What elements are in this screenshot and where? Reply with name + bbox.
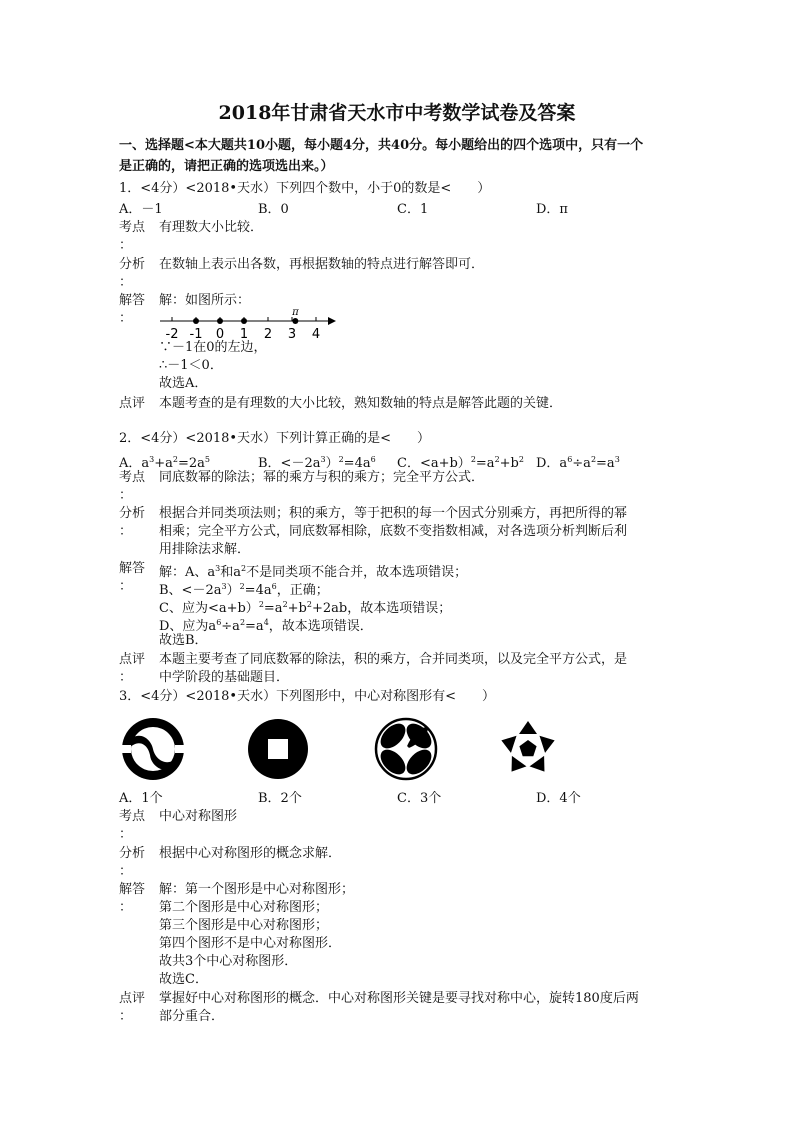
q1-kaodian-label: 考点 <box>119 220 146 235</box>
q3-jieda-line1: 解：第一个图形是中心对称图形； <box>159 882 355 897</box>
q3-kaodian: 中心对称图形 <box>159 809 238 824</box>
q1-jieda-line3: ∴－1＜0． <box>159 358 223 373</box>
q2-option-b: B．$<-2a^3)^2=4a^6$ <box>258 455 376 471</box>
q1-jieda-colon: ： <box>119 311 133 326</box>
q3-dianping-line2: 部分重合． <box>159 1009 225 1024</box>
q1-kaodian-colon: ： <box>119 238 133 253</box>
q2-stem: 2．<4分）<2018•天水）下列计算正确的是< ） <box>119 431 430 446</box>
figure-4-icon <box>499 721 558 777</box>
q2-fenxi-label: 分析 <box>119 506 146 521</box>
number-line-tick-label: 1 <box>239 327 249 342</box>
q2-jieda-c: C、应为$<a+b)^2=a^2+b^2+2ab$，故本选项错误； <box>159 600 452 616</box>
q1-jieda-label: 解答 <box>119 293 146 308</box>
q3-option-b: B．2个 <box>258 791 302 806</box>
q1-jieda-line2: ∵－1在0的左边， <box>159 340 267 355</box>
figure-2-icon <box>248 719 308 779</box>
section-heading-line1: 一、选择题<本大题共10小题，每小题4分，共40分。每小题给出的四个选项中，只有一个 <box>119 138 644 153</box>
q3-kaodian-label: 考点 <box>119 809 146 824</box>
q2-kaodian: 同底数幂的除法；幂的乘方与积的乘方；完全平方公式． <box>159 470 485 485</box>
q2-dianping-line1: 本题主要考查了同底数幂的除法，积的乘方，合并同类项，以及完全平方公式，是 <box>159 652 628 667</box>
q3-dianping-label: 点评 <box>119 991 146 1006</box>
number-line-tick-label: 0 <box>215 327 225 342</box>
q2-jieda-d: D、应为$a^6\div a^2=a^4$，故本选项错误． <box>159 618 373 634</box>
q1-dianping: 本题考查的是有理数的大小比较，熟知数轴的特点是解答此题的关键． <box>159 396 563 411</box>
section-heading-line2: 是正确的，请把正确的选项选出来。） <box>119 159 334 174</box>
q2-jieda-colon: ： <box>119 579 133 594</box>
q3-dianping-line1: 掌握好中心对称图形的概念．中心对称图形关键是要寻找对称中心，旋转180度后两 <box>159 991 639 1006</box>
number-line-tick-label: -1 <box>189 327 203 342</box>
q2-jieda-label: 解答 <box>119 561 146 576</box>
q2-option-d: D．$a^6\div a^2=a^3$ <box>536 455 620 471</box>
q2-dianping-label: 点评 <box>119 652 146 667</box>
q2-option-c: C．$<a+b)^2=a^2+b^2$ <box>397 455 524 471</box>
q2-jieda-a: 解：A、$a^3$和$a^2$不是同类项不能合并，故本选项错误； <box>159 564 468 580</box>
q1-dianping-label: 点评 <box>119 396 146 411</box>
q1-fenxi-colon: ： <box>119 275 133 290</box>
q3-option-d: D．4个 <box>536 791 581 806</box>
q1-option-d: D．π <box>536 202 568 217</box>
q2-fenxi-line2: 相乘；完全平方公式，同底数幂相除，底数不变指数相减，对各选项分析判断后利 <box>159 524 628 539</box>
q3-jieda-label: 解答 <box>119 882 146 897</box>
q1-fenxi-label: 分析 <box>119 257 146 272</box>
q3-fenxi: 根据中心对称图形的概念求解． <box>159 846 342 861</box>
q2-jieda-b: B、$<-2a^3)^2=4a^6$，正确； <box>159 582 329 598</box>
q2-kaodian-colon: ： <box>119 488 133 503</box>
q3-jieda-line3: 第三个图形是中心对称图形； <box>159 918 329 933</box>
q3-stem: 3．<4分）<2018•天水）下列图形中，中心对称图形有< ） <box>119 689 495 704</box>
q3-jieda-line6: 故选C． <box>159 972 208 987</box>
page-title: 2018年甘肃省天水市中考数学试卷及答案 <box>218 102 576 124</box>
q2-dianping-line2: 中学阶段的基础题目． <box>159 670 290 685</box>
number-line-tick-label: 2 <box>263 327 273 342</box>
q2-jieda-e: 故选B． <box>159 633 208 648</box>
q3-jieda-line4: 第四个图形不是中心对称图形． <box>159 936 342 951</box>
q3-dianping-colon: ： <box>119 1009 133 1024</box>
q2-kaodian-label: 考点 <box>119 470 146 485</box>
q2-option-a: A．$a^3+a^2=2a^5$ <box>119 455 210 471</box>
q1-stem: 1．<4分）<2018•天水）下列四个数中，小于0的数是< ） <box>119 181 491 196</box>
figure-3-icon <box>376 719 436 779</box>
q2-fenxi-line1: 根据合并同类项法则；积的乘方，等于把积的每一个因式分别乘方，再把所得的幂 <box>159 506 628 521</box>
q1-kaodian: 有理数大小比较． <box>159 220 264 235</box>
q3-jieda-colon: ： <box>119 900 133 915</box>
number-line-tick-label: -2 <box>165 327 179 342</box>
q1-option-b: B．0 <box>258 202 289 217</box>
number-line-tick-label: 3 <box>287 327 297 342</box>
q2-dianping-colon: ： <box>119 670 133 685</box>
q3-jieda-line5: 故共3个中心对称图形． <box>159 954 298 969</box>
q3-fenxi-label: 分析 <box>119 846 146 861</box>
q1-jieda-line1: 解：如图所示： <box>159 293 251 308</box>
q3-kaodian-colon: ： <box>119 827 133 842</box>
q3-fenxi-colon: ： <box>119 864 133 879</box>
q1-fenxi: 在数轴上表示出各数，再根据数轴的特点进行解答即可． <box>159 257 485 272</box>
q2-fenxi-colon: ： <box>119 524 133 539</box>
q3-jieda-line2: 第二个图形是中心对称图形； <box>159 900 329 915</box>
number-line-pi-label: π <box>292 307 299 318</box>
q1-option-c: C．1 <box>397 202 429 217</box>
q2-fenxi-line3: 用排除法求解． <box>159 542 251 557</box>
q3-option-c: C．3个 <box>397 791 442 806</box>
figure-1-icon <box>122 718 184 780</box>
q3-option-a: A．1个 <box>119 791 163 806</box>
q1-option-a: A．－1 <box>119 202 163 217</box>
q1-jieda-line4: 故选A． <box>159 376 208 391</box>
number-line-tick-label: 4 <box>311 327 321 342</box>
